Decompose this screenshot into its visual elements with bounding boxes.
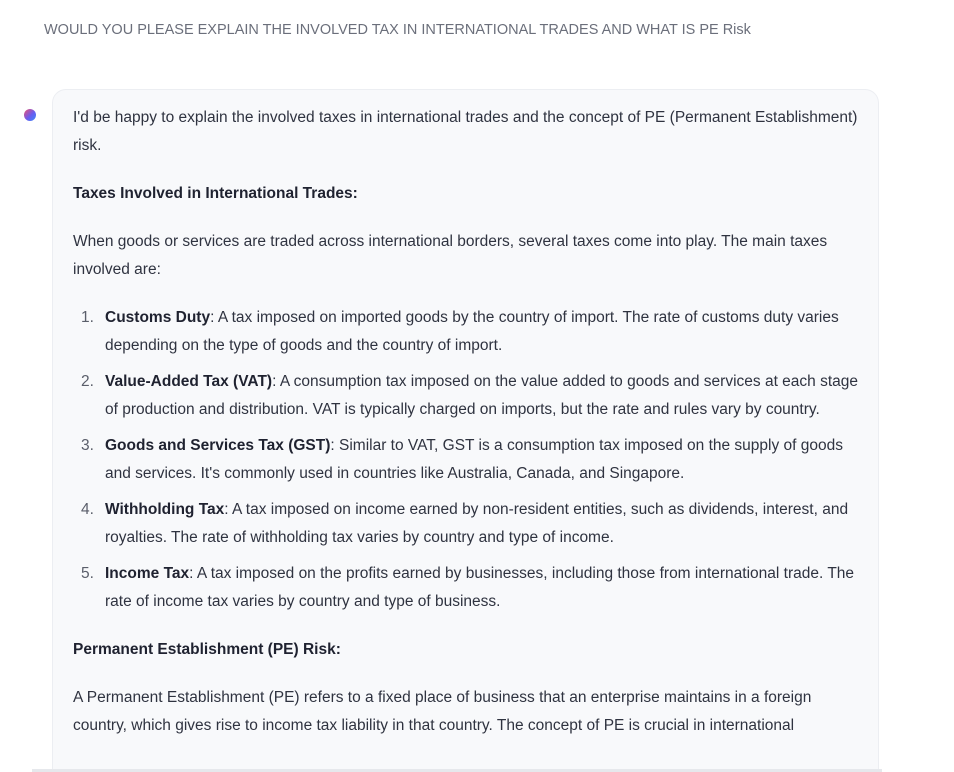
- assistant-message-content: [73, 104, 863, 760]
- list-item-term: Withholding Tax: [105, 501, 225, 518]
- list-item-number: 1.: [81, 309, 94, 326]
- list-item-description: : A tax imposed on the profits earned by businesses, including those from international trade. The rate of income tax varies by country and type of business.: [105, 565, 855, 610]
- list-item-term: Customs Duty: [105, 309, 211, 326]
- list-item: [81, 496, 863, 552]
- list-item-number: 2.: [81, 373, 94, 390]
- list-item-description: : A consumption tax imposed on the value added to goods and services at each stage of production and distribution. VAT is typically charged on imports, but the rate and rules vary by country.: [105, 373, 859, 418]
- list-item: [81, 304, 863, 360]
- list-item-term: Income Tax: [105, 565, 190, 582]
- section-body-taxes: When goods or services are traded across international borders, several taxes come into play. The main taxes involved are:: [73, 233, 828, 278]
- assistant-gradient-dot-icon: [24, 109, 36, 121]
- section-body-pe-risk: A Permanent Establishment (PE) refers to a fixed place of business that an enterprise maintains in a foreign country, which gives rise to income tax liability in that country. The concept of PE is crucial in international: [73, 689, 812, 734]
- list-item-number: 3.: [81, 437, 94, 454]
- list-item-description: : A tax imposed on income earned by non-resident entities, such as dividends, interest, and royalties. The rate of withholding tax varies by country and type of income.: [105, 501, 849, 546]
- user-message: WOULD YOU PLEASE EXPLAIN THE INVOLVED TAX IN INTERNATIONAL TRADES AND WHAT IS PE Risk: [44, 22, 751, 38]
- list-item: [81, 368, 863, 424]
- list-item-description: : A tax imposed on imported goods by the country of import. The rate of customs duty varies depending on the type of goods and the country of import.: [105, 309, 839, 354]
- list-item-term: Value-Added Tax (VAT): [105, 373, 273, 390]
- list-item-term: Goods and Services Tax (GST): [105, 437, 331, 454]
- list-item: [81, 560, 863, 616]
- list-item-description: : Similar to VAT, GST is a consumption tax imposed on the supply of goods and services. It's commonly used in countries like Australia, Canada, and Singapore.: [105, 437, 844, 482]
- tax-list: [73, 304, 863, 616]
- list-item-number: 5.: [81, 565, 94, 582]
- list-item-number: 4.: [81, 501, 94, 518]
- assistant-intro: I'd be happy to explain the involved taxes in international trades and the concept of PE (Permanent Establishment) risk.: [73, 109, 858, 154]
- list-item: [81, 432, 863, 488]
- section-heading-taxes: Taxes Involved in International Trades:: [73, 185, 358, 202]
- section-heading-pe-risk: Permanent Establishment (PE) Risk:: [73, 641, 341, 658]
